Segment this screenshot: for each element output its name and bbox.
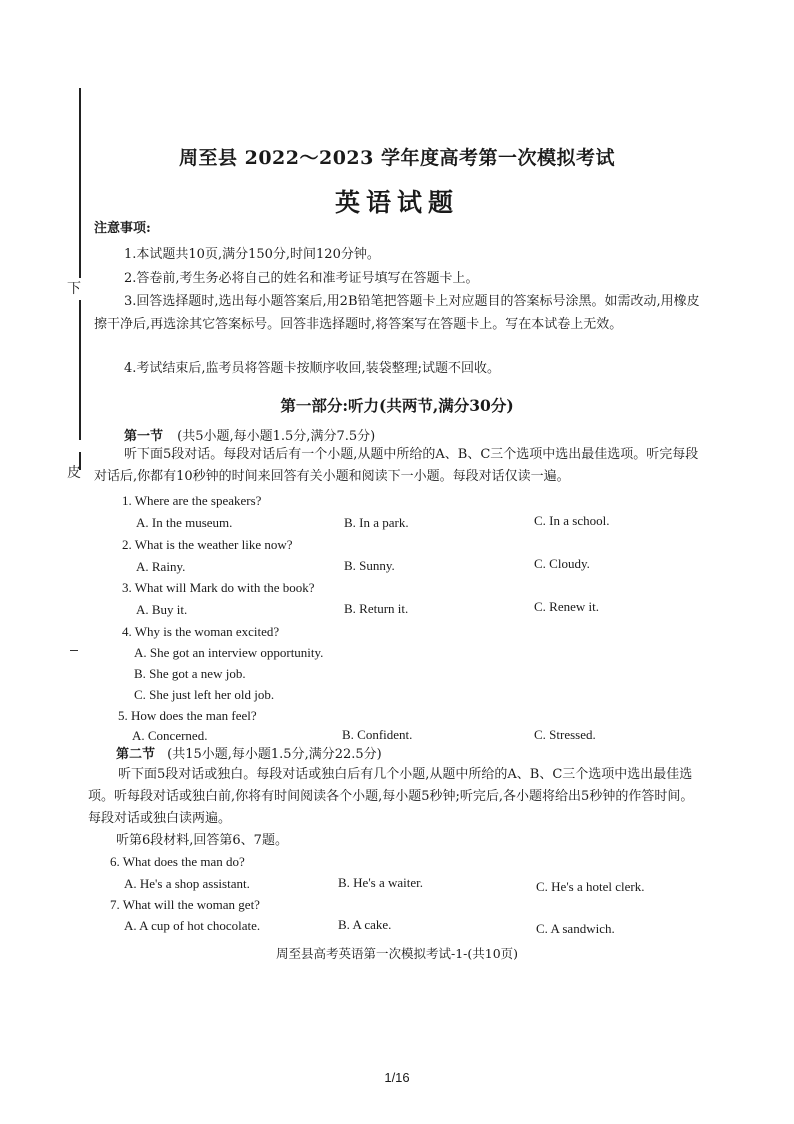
q4-option-a: A. She got an interview opportunity. (134, 645, 324, 660)
margin-mark (70, 650, 78, 651)
exam-title: 周至县 2022～2023 学年度高考第一次模拟考试 (179, 147, 615, 169)
q1-option-c: C. In a school. (534, 513, 610, 528)
section2-instructions-text: 听下面5段对话或独白。每段对话或独白后有几个小题,从题中所给的A、B、C三个选项中选出最佳选项。听每段对话或独白前,你将有时间阅读各个小题,每小题5秒钟;听完后,各小题将给出5秒钟的作答时间。每段对话或独白读两遍。 (88, 767, 694, 826)
q5-option-a: A. Concerned. (132, 728, 208, 743)
section2-heading: 第二节 (116, 747, 156, 762)
question-6: 6. What does the man do? (110, 854, 245, 869)
question-3: 3. What will Mark do with the book? (122, 580, 315, 595)
note-3-text: 3.回答选择题时,选出每小题答案后,用2B铅笔把答题卡上对应题目的答案标号涂黑。如需改动,用橡皮擦干净后,再选涂其它答案标号。回答非选择题时,将答案写在答题卡上。写在本试卷上无效。 (94, 294, 700, 332)
q2-option-c: C. Cloudy. (534, 556, 590, 571)
note-3 (94, 290, 700, 336)
q2-option-b: B. Sunny. (344, 558, 395, 573)
question-7: 7. What will the woman get? (110, 897, 260, 912)
q2-option-a: A. Rainy. (136, 559, 186, 574)
q6-option-c: C. He's a hotel clerk. (536, 879, 645, 894)
section1-instructions (94, 444, 700, 488)
section1-heading: 第一节 (124, 429, 164, 444)
q5-option-c: C. Stressed. (534, 727, 596, 742)
q6-option-b: B. He's a waiter. (338, 875, 424, 890)
q7-option-c: C. A sandwich. (536, 921, 615, 936)
section2-header (116, 746, 382, 763)
q6-option-a: A. He's a shop assistant. (124, 876, 250, 891)
q1-option-a: A. In the museum. (136, 515, 233, 530)
note-4: 4.考试结束后,监考员将答题卡按顺序收回,装袋整理;试题不回收。 (124, 361, 501, 376)
section2-material: 听第6段材料,回答第6、7题。 (116, 833, 288, 848)
question-5: 5. How does the man feel? (118, 708, 257, 723)
page-footer: 周至县高考英语第一次模拟考试-1-(共10页) (275, 946, 519, 961)
notes-heading: 注意事项: (94, 221, 151, 236)
margin-char-xia: 下 (67, 281, 81, 297)
q3-option-a: A. Buy it. (136, 602, 188, 617)
q7-option-b: B. A cake. (338, 917, 392, 932)
section2-instructions (88, 764, 700, 830)
question-2: 2. What is the weather like now? (122, 537, 293, 552)
q1-option-b: B. In a park. (344, 515, 409, 530)
q7-option-a: A. A cup of hot chocolate. (124, 918, 261, 933)
section2-info: (共15小题,每小题1.5分,满分22.5分) (167, 747, 382, 762)
q3-option-c: C. Renew it. (534, 599, 599, 614)
binding-line-middle (79, 300, 81, 440)
q4-option-c: C. She just left her old job. (134, 687, 275, 702)
section1-instructions-text: 听下面5段对话。每段对话后有一个小题,从题中所给的A、B、C三个选项中选出最佳选项。听完每段对话后,你都有10秒钟的时间来回答有关小题和阅读下一小题。每段对话仅读一遍。 (94, 447, 699, 484)
section1-info: (共5小题,每小题1.5分,满分7.5分) (177, 429, 376, 444)
part1-title: 第一部分:听力(共两节,满分30分) (280, 396, 514, 415)
page-number: 1/16 (384, 1070, 410, 1085)
exam-subtitle: 英语试题 (334, 188, 459, 217)
q3-option-b: B. Return it. (344, 601, 409, 616)
note-2: 2.答卷前,考生务必将自己的姓名和准考证号填写在答题卡上。 (124, 271, 479, 286)
question-4: 4. Why is the woman excited? (122, 624, 280, 639)
note-1: 1.本试题共10页,满分150分,时间120分钟。 (124, 247, 380, 262)
question-1: 1. Where are the speakers? (122, 493, 262, 508)
section1-header (124, 428, 375, 445)
q5-option-b: B. Confident. (342, 727, 413, 742)
q4-option-b: B. She got a new job. (134, 666, 246, 681)
margin-char-pi: 皮 (67, 465, 81, 481)
